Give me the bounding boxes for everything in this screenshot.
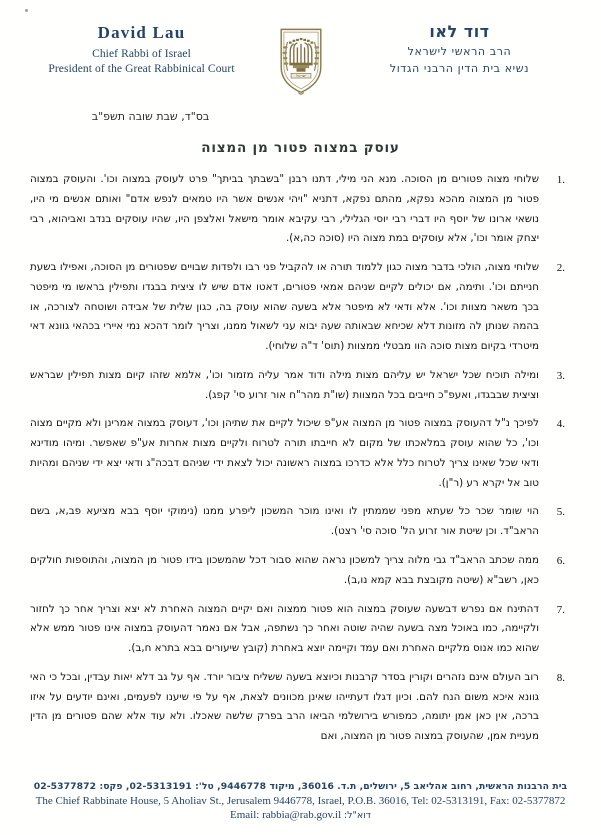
clause-item: דהתינח אם נפרש דבשעה שעוסק במצוה הוא פטור ממצוה ואם יקיים המצוה האחרת לא יצא וצריך אחר כך לחזור ולקיימה, כמו באוכל מצה בשעה שהיה שוטה ואחר כך נשתפה, אבל אם נאמר דהעוסק במצוה אינו פטור ממש אלא שהוא כמו אנוס מלקיים האחרת ואם עמד וקיימה יוצא באחרת (קובץ שיעורים בבא בתרא ח,ב). [30, 602, 539, 655]
footer [0, 781, 601, 821]
letterhead-english [34, 22, 249, 77]
clause-item: ממה שכתב הראב"ד גבי מלוה צריך למשכון נראה שהוא סבור דכל שהמשכון בידו פטור מן המצוה, והתוספות חולקים כאן, רשב"א (שיטה מקובצת בבא קמא נו,ב). [30, 554, 539, 586]
footer-email-line [0, 809, 601, 821]
letterhead-hebrew [352, 22, 567, 76]
page-title: עוסק במצוה פטור מן המצוה [201, 140, 400, 156]
clause-item: רוב העולם אינם נזהרים וקורין בסדר קרבנות וכיוצא בשעה ששליח ציבור יורד. אף על גב דלא יאות עבדין, ובכל כי האי גוונא איכא משום הנח להם. וכיון דגלו דעתייהו שאינן מכוונים לצאת, אף על פי שיענו לפעמים, ואינם יודעים על איזו ברכה, אין כאן אמן יתומה, כמפורש בירושלמי הביאו הרב בפרק שלשה שאכלו. ולא עוד אלא שהם פטורים מן הדין מעניית אמן, שהעוסק במצוה פטור מן המצוה, ואם [30, 670, 539, 743]
dateline: בס"ד, שבת שובה תשפ"ב [91, 110, 210, 123]
svg-text:ישראל: ישראל [295, 74, 306, 79]
letterhead [0, 0, 601, 96]
clause-item: הוי שומר שכר כל שעתא מפני שממתין לו ואינו מוכר המשכון ליפרע ממנו (נימוקי יוסף בבא מציעא פב,א, בשם הראב"ד. וכן שיטת אור זרוע הל' סוכה סי' רצט). [30, 505, 539, 538]
clause-item: שלוחי מצוה פטורים מן הסוכה. מנא הני מילי, דתנו רבנן "בשבתך בביתך" פרט לעוסק במצוה וכו'. והעוסק במצוה פטור מן המצוה מהכא נפקא, מהתם נפקא, דתניא "ויהי אנשים אשר היו טמאים לנפש אדם" ואותם אנשים מי היו, נושאי ארונו של יוסף היו דברי רבי יוסי הגלילי, רבי עקיבא אומר מישאל ואלצפן היו, שהיו עוסקים בנדב ואביהוא, רבי יצחק אומר וכו', אלא עוסקים במת מצוה היו (סוכה כה,א). [30, 173, 539, 245]
scan-speck [25, 9, 28, 12]
israel-state-emblem-icon [274, 24, 328, 96]
document-body [0, 156, 601, 747]
footer-address-hebrew: בית הרבנות הראשית, רחוב אהליאב 5, ירושלים, ת.ד. 36016, מיקוד 9446778, טל': 02-5313191, פקס: 02-5377872 [33, 781, 568, 792]
clause-item: לפיכך נ"ל דהעוסק במצוה פטור מן המצוה אע"פ שיכול לקיים את שתיהן וכו', דעוסק במצוה אמרינן ולא מקיים מצוה וכו', כל שהוא עוסק במלאכתו של מקום לא חייבתו תורה לטרוח ולקיים מצות אחרות אע"פ שאפשר. ומיהו מודינא ודאי שכל שאינו צריך לטרוח כלל אלא כדרכו במצוה ראשונה יכול לצאת ידי שניהם דבכה"ג ודאי יצא ידי שניהם ומהיות טוב אל יקרא רע (ר"ן). [30, 417, 539, 489]
letterhead-title-en-2: President of the Great Rabbinical Court [48, 63, 235, 76]
letterhead-title-he-1: הרב הראשי לישראל [407, 45, 512, 59]
clause-list [30, 170, 565, 747]
clause-item: ומילה תוכיח שכל ישראל יש עליהם מצות מילה ודוד אמר עליה מזמור וכו', אלמא שזהו קיום מצות תפילין שבראש וציצית שבבגדו, ואעפ"כ חייבים בכל המצוות (שו"ת מהר"ח אור זרוע סי' קפג). [30, 368, 539, 401]
footer-address-english: The Chief Rabbinate House, 5 Aholiav St., Jerusalem 9446778, Israel, P.O.B. 36016, Tel: 02-5313191, Fax: 02-5377872 [35, 795, 566, 807]
letterhead-title-he-2: נשיא בית הדין הרבני הגדול [389, 61, 530, 75]
email-label-hebrew: דוא"ל: [343, 810, 371, 821]
email-link[interactable]: rabbia@rab.gov.il [262, 809, 342, 821]
letterhead-name-en: David Lau [97, 23, 186, 42]
email-label: Email: [230, 809, 260, 821]
clause-item: שלוחי מצוה, הולכי בדבר מצוה כגון ללמוד תורה או להקביל פני רבו ולפדות שבויים שפטורים מן הסוכה, ואפילו בשעת חנייתם וכו'. ותימה, אם יכולים לקיים שניהם אמאי פטורים, דאטו אדם שיש לו ציצית בבגדו ותפילין בראשו מי מיפטר בכך משאר מצוות וכו'. אלא ודאי לא מיפטר אלא בשעה שהוא עוסק בה, כגון שלית של אבידה ושוטחה לצורכה, או בהמה שנותן לה מזונות דלא שכיחא שבאותה שעה יבוא עני לשאול ממנו, וצריך לומר דהכא נמי איירי בכהאי גוונא דאי מיטרדי בקיום מצות סוכה הוו מבטלי ממצוות (תוס' ד"ה שלוחי). [30, 261, 539, 353]
letterhead-title-en-1: Chief Rabbi of Israel [92, 47, 191, 60]
letterhead-name-he: דוד לאו [429, 22, 490, 41]
